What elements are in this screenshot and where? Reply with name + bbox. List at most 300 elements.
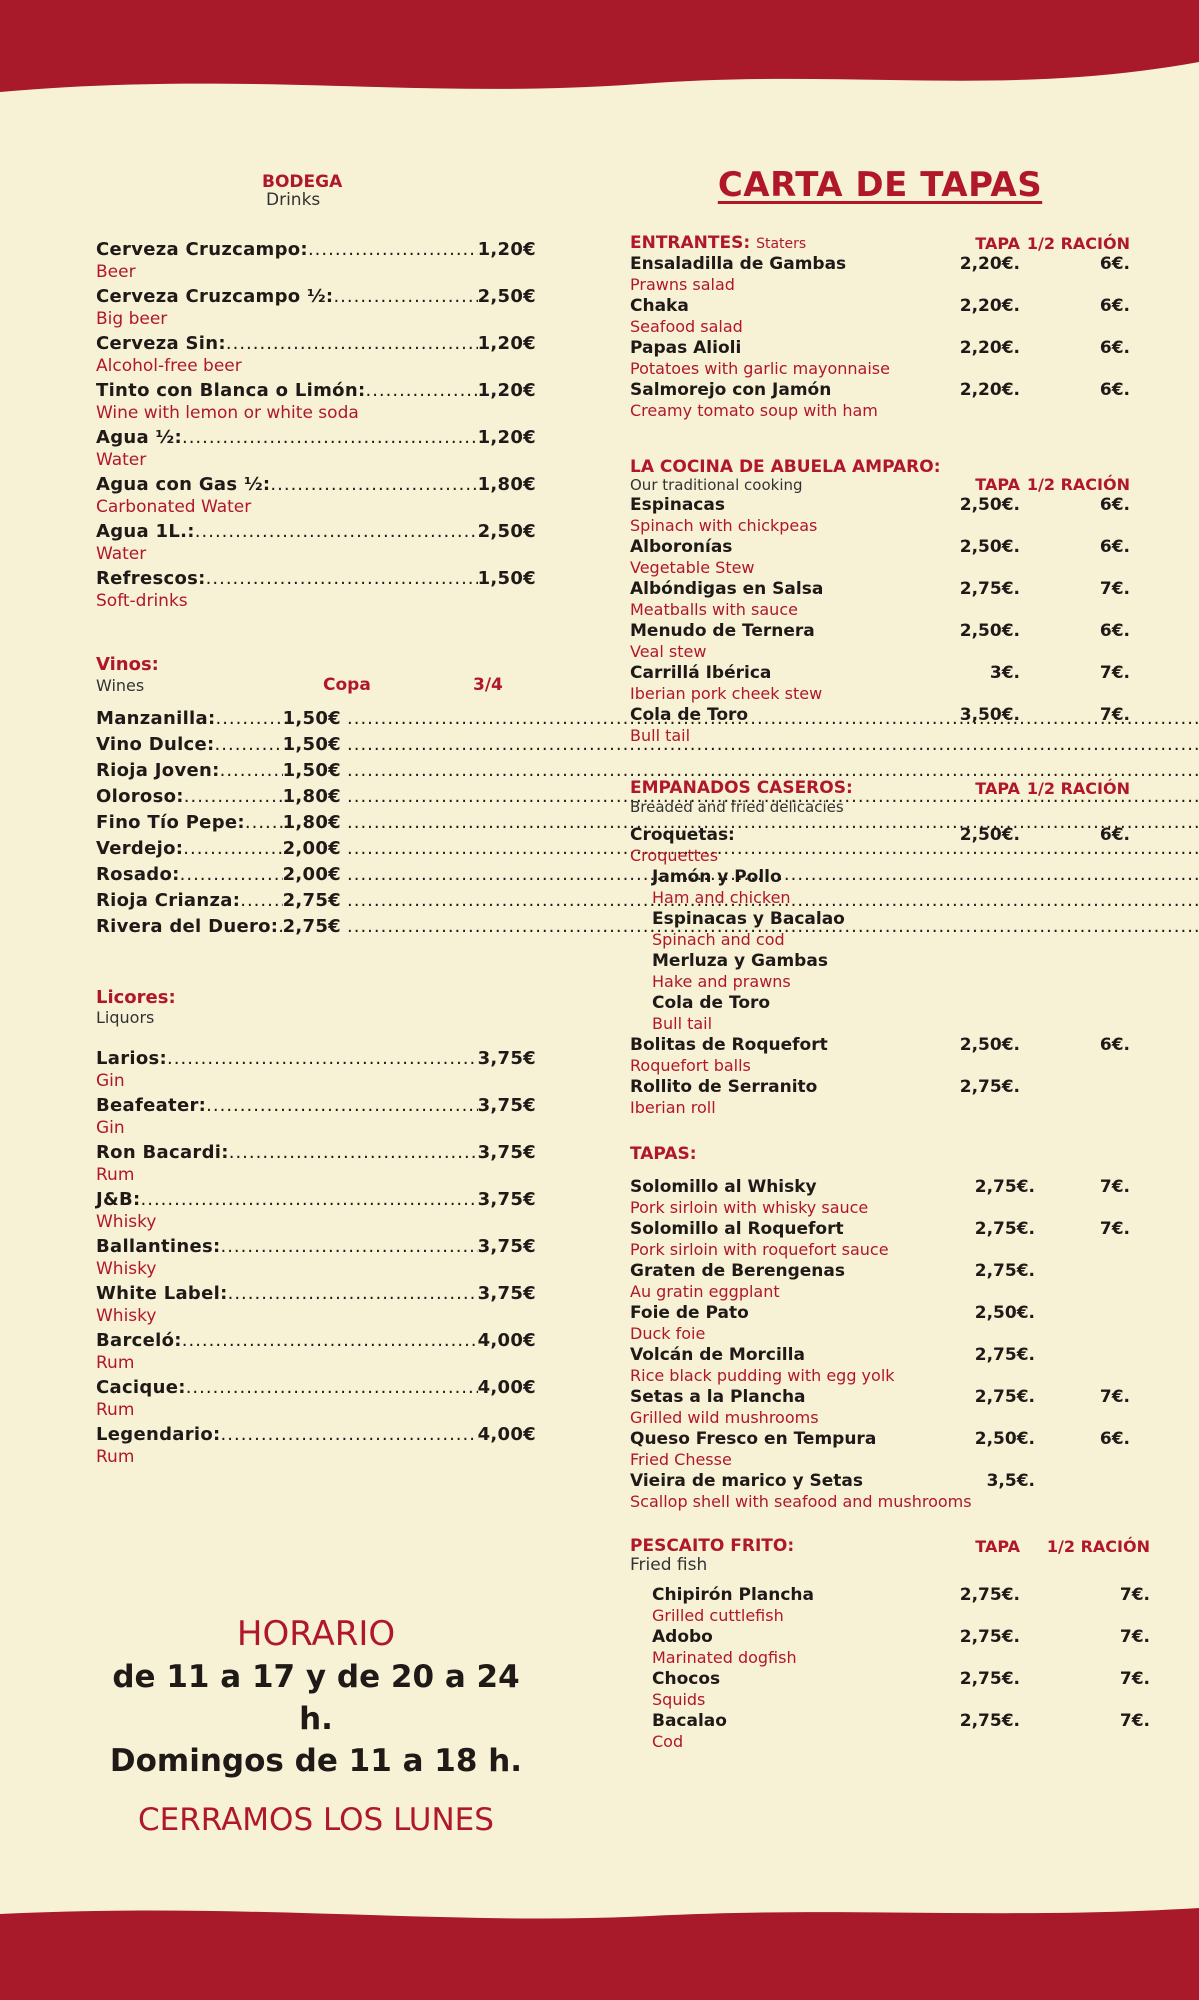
tapa-name: Chaka	[630, 296, 689, 316]
menu-item	[96, 1141, 536, 1165]
tapa-row	[630, 1470, 1150, 1492]
empanados-col-tapa: TAPA	[975, 779, 1020, 798]
tapa-translation: Spinach with chickpeas	[630, 516, 818, 535]
tapa-name: Queso Fresco en Tempura	[630, 1429, 877, 1449]
tapa-name: Solomillo al Roquefort	[630, 1219, 844, 1239]
tapa-translation: Roquefort balls	[630, 1056, 751, 1075]
racion-price: 6€.	[1099, 296, 1130, 316]
tapa-name: Cola de Toro	[630, 705, 749, 725]
item-price: 2,50€	[477, 521, 536, 542]
tapa-translation: Vegetable Stew	[630, 558, 755, 577]
item-translation: Whisky	[96, 1306, 157, 1326]
tapa-translation: Veal stew	[630, 642, 707, 661]
tapa-price: 2,75€.	[959, 1585, 1020, 1605]
menu-item	[96, 1235, 536, 1259]
entrantes-list	[630, 253, 1150, 421]
dot-leader	[333, 285, 477, 309]
item-price: 4,00€	[477, 1330, 536, 1351]
menu-item	[96, 1094, 536, 1118]
tapa-translation: Au gratin eggplant	[630, 1282, 780, 1301]
racion-price: 6€.	[1099, 1035, 1130, 1055]
wine-copa-price: 1,50€	[282, 760, 341, 781]
racion-price	[1020, 1076, 1130, 1098]
entrantes-header	[630, 233, 1150, 253]
pescaito-header	[630, 1536, 1150, 1556]
item-translation: Beer	[96, 262, 136, 282]
wine-left	[96, 915, 341, 941]
dot-leader	[182, 426, 478, 450]
tapa-row	[630, 1176, 1150, 1198]
tapa-row	[630, 494, 1150, 516]
tapa-row	[652, 1626, 1150, 1648]
wine-row	[96, 837, 536, 863]
pescaito-col-racion: 1/2 RACIÓN	[1046, 1537, 1150, 1556]
tapa-price: 2,20€.	[959, 380, 1020, 400]
racion-price	[1035, 1470, 1130, 1492]
empanados-subtitle: Breaded and fried delicacies	[630, 798, 844, 816]
tapa-translation: Duck foie	[630, 1324, 706, 1343]
wine-name: Fino Tío Pepe:	[96, 812, 245, 833]
tapa-translation: Meatballs with sauce	[630, 600, 798, 619]
item-price: 1,20€	[477, 380, 536, 401]
menu-item	[96, 1423, 536, 1447]
dot-leader	[184, 785, 283, 811]
tapa-translation: Pork sirloin with whisky sauce	[630, 1198, 869, 1217]
item-name: Refrescos:	[96, 568, 206, 589]
tapa-translation: Prawns salad	[630, 275, 735, 294]
item-price: 3,75€	[477, 1189, 536, 1210]
tapa-translation: Grilled cuttlefish	[652, 1606, 784, 1625]
tapa-translation: Grilled wild mushrooms	[630, 1408, 819, 1427]
tapa-translation: Creamy tomato soup with ham	[630, 401, 878, 420]
item-translation: Rum	[96, 1400, 135, 1420]
wine-name: Rioja Crianza:	[96, 890, 241, 911]
tapa-translation: Squids	[652, 1690, 706, 1709]
licores-title: Licores:	[96, 987, 176, 1008]
wine-row	[96, 889, 536, 915]
wine-row	[96, 733, 536, 759]
pescaito-col-tapa: TAPA	[975, 1537, 1020, 1556]
wine-copa-price: 1,50€	[282, 734, 341, 755]
tapa-price: 3€.	[989, 663, 1020, 683]
menu-item	[96, 567, 536, 591]
tapa-translation: Iberian pork cheek stew	[630, 684, 823, 703]
tapa-name: Carrillá Ibérica	[630, 663, 772, 683]
item-translation: Big beer	[96, 309, 168, 329]
racion-price: 7€.	[1099, 579, 1130, 599]
cocina-col-racion: 1/2 RACIÓN	[1026, 475, 1130, 494]
vinos-col-bottle: 3/4	[473, 675, 503, 695]
tapa-row	[630, 295, 1150, 317]
item-translation: Gin	[96, 1118, 125, 1138]
dot-leader	[182, 1329, 478, 1353]
racion-price: 6€.	[1099, 380, 1130, 400]
tapa-name: Bolitas de Roquefort	[630, 1035, 828, 1055]
tapa-translation: Pork sirloin with roquefort sauce	[630, 1240, 889, 1259]
tapa-price: 2,75€.	[959, 1077, 1020, 1097]
croqueta-type: Jamón y Pollo	[652, 867, 782, 887]
tapa-row	[630, 1302, 1150, 1324]
item-price: 3,75€	[477, 1283, 536, 1304]
croqueta-type-translation: Ham and chicken	[652, 888, 791, 907]
tapa-row	[630, 578, 1150, 600]
cocina-col-tapa: TAPA	[975, 475, 1020, 494]
racion-price: 7€.	[1099, 1387, 1130, 1407]
croqueta-type-translation: Hake and prawns	[652, 972, 791, 991]
licores-list	[96, 1047, 536, 1468]
wine-copa-price: 1,50€	[282, 708, 341, 729]
item-name: White Label:	[96, 1283, 228, 1304]
dot-leader	[221, 1423, 478, 1447]
tapa-name: Albóndigas en Salsa	[630, 579, 824, 599]
vinos-col-copa: Copa	[323, 675, 371, 695]
cocina-title: LA COCINA DE ABUELA AMPARO:	[630, 457, 941, 477]
tapa-price: 2,50€.	[974, 1303, 1035, 1323]
item-price: 1,20€	[477, 427, 536, 448]
bottom-banner	[0, 1900, 1199, 2000]
item-name: Barceló:	[96, 1330, 182, 1351]
item-name: Tinto con Blanca o Limón:	[96, 380, 366, 401]
tapa-name: Vieira de marico y Setas	[630, 1471, 863, 1491]
tapa-row	[630, 1034, 1150, 1056]
entrantes-col-racion: 1/2 RACIÓN	[1026, 234, 1130, 253]
tapa-price: 3,50€.	[959, 705, 1020, 725]
tapa-row	[630, 620, 1150, 642]
dot-leader	[183, 837, 282, 863]
item-translation: Water	[96, 544, 147, 564]
wine-name: Verdejo:	[96, 838, 184, 859]
tapa-price: 2,50€.	[959, 537, 1020, 557]
wine-row	[96, 915, 536, 941]
entrantes-title: ENTRANTES: Staters	[630, 233, 807, 253]
wine-left	[96, 785, 341, 811]
wine-row	[96, 707, 536, 733]
item-translation: Gin	[96, 1071, 125, 1091]
wine-left	[96, 837, 341, 863]
tapa-row	[630, 704, 1150, 726]
item-price: 1,20€	[477, 333, 536, 354]
racion-price: 7€.	[1099, 663, 1130, 683]
racion-price: 7€.	[1099, 1177, 1130, 1197]
empanados-header	[630, 778, 1150, 798]
tapa-price: 2,75€.	[959, 1669, 1020, 1689]
menu-item	[96, 473, 536, 497]
tapa-row	[630, 1076, 1150, 1098]
wine-name: Oloroso:	[96, 786, 184, 807]
tapa-row	[630, 1386, 1150, 1408]
tapa-price: 2,50€.	[959, 495, 1020, 515]
item-price: 3,75€	[477, 1048, 536, 1069]
top-wave-decoration	[0, 0, 1199, 110]
item-name: Cerveza Cruzcampo:	[96, 239, 308, 260]
racion-price: 6€.	[1099, 1429, 1130, 1449]
tapa-name: Chipirón Plancha	[652, 1585, 814, 1605]
dot-leader	[220, 1235, 477, 1259]
tapa-row	[630, 536, 1150, 558]
wine-copa-price: 1,80€	[282, 812, 341, 833]
wine-copa-price: 2,00€	[282, 864, 341, 885]
dot-leader	[141, 1188, 478, 1212]
item-price: 3,75€	[477, 1142, 536, 1163]
tapa-row	[630, 662, 1150, 684]
menu-item	[96, 1376, 536, 1400]
bodega-list	[96, 238, 536, 612]
wine-copa-price: 2,75€	[282, 916, 341, 937]
wine-left	[96, 863, 341, 889]
croqueta-type: Cola de Toro	[652, 993, 771, 1013]
item-name: Ballantines:	[96, 1236, 221, 1257]
cocina-title-row	[630, 457, 1150, 477]
closed-notice: CERRAMOS LOS LUNES	[138, 1802, 494, 1838]
wine-left	[96, 889, 341, 915]
pescaito-title: PESCAITO FRITO:	[630, 1536, 795, 1556]
tapa-name: Volcán de Morcilla	[630, 1345, 805, 1365]
wine-name: Rioja Joven:	[96, 760, 220, 781]
croqueta-type-translation: Spinach and cod	[652, 930, 785, 949]
item-translation: Whisky	[96, 1212, 157, 1232]
top-banner	[0, 0, 1199, 110]
tapa-price: 2,50€.	[959, 1035, 1020, 1055]
tapa-name: Salmorejo con Jamón	[630, 380, 832, 400]
racion-price: 7€.	[1119, 1585, 1150, 1605]
tapa-name: Adobo	[652, 1627, 713, 1647]
tapa-row	[630, 1260, 1150, 1282]
croqueta-type: Merluza y Gambas	[652, 951, 828, 971]
carta-title: CARTA DE TAPAS	[717, 165, 1043, 205]
tapa-price: 2,20€.	[959, 338, 1020, 358]
croquetas-row	[630, 824, 1150, 846]
entrantes-title-en: Staters	[756, 236, 807, 252]
racion-price: 7€.	[1099, 1219, 1130, 1239]
tapa-price: 2,50€.	[974, 1429, 1035, 1449]
dot-leader	[186, 1376, 478, 1400]
cocina-header	[630, 475, 1150, 494]
dot-leader	[245, 811, 283, 837]
menu-item	[96, 1282, 536, 1306]
tapa-translation: Marinated dogfish	[652, 1648, 797, 1667]
wine-left	[96, 759, 341, 785]
opening-hours	[96, 1612, 536, 1840]
item-name: Legendario:	[96, 1424, 221, 1445]
wine-name: Vino Dulce:	[96, 734, 215, 755]
tapas-column	[630, 165, 1150, 1752]
entrantes-col-tapa: TAPA	[975, 234, 1020, 253]
tapa-price: 2,75€.	[974, 1387, 1035, 1407]
wine-copa-price: 2,00€	[282, 838, 341, 859]
item-name: Larios:	[96, 1048, 168, 1069]
dot-leader	[215, 733, 283, 759]
item-translation: Soft-drinks	[96, 591, 188, 611]
croquetas-types	[630, 866, 1150, 1034]
cocina-list	[630, 494, 1150, 746]
vinos-title: Vinos:	[96, 654, 159, 675]
racion-price: 7€.	[1119, 1669, 1150, 1689]
item-price: 3,75€	[477, 1095, 536, 1116]
horario-line-2: Domingos de 11 a 18 h.	[109, 1743, 523, 1779]
item-name: Agua ½:	[96, 427, 182, 448]
bodega-title: BODEGA	[262, 172, 343, 192]
racion-price: 7€.	[1099, 705, 1130, 725]
racion-price: 6€.	[1099, 621, 1130, 641]
dot-leader	[206, 1094, 477, 1118]
wine-row	[96, 863, 536, 889]
racion-price: 7€.	[1119, 1711, 1150, 1731]
tapa-translation: Bull tail	[630, 726, 691, 745]
dot-leader	[308, 238, 478, 262]
dot-leader	[270, 473, 477, 497]
tapa-price: 2,75€.	[974, 1261, 1035, 1281]
croquetas-name: Croquetas:	[630, 825, 735, 845]
tapa-price: 2,75€.	[974, 1219, 1035, 1239]
item-translation: Alcohol-free beer	[96, 356, 242, 376]
tapa-price: 2,75€.	[974, 1345, 1035, 1365]
tapa-translation: Fried Chesse	[630, 1450, 732, 1469]
item-name: Cerveza Cruzcampo ½:	[96, 286, 334, 307]
wine-row	[96, 785, 536, 811]
wine-left	[96, 811, 341, 837]
tapa-price: 2,75€.	[959, 579, 1020, 599]
racion-price	[1035, 1260, 1130, 1282]
item-price: 4,00€	[477, 1377, 536, 1398]
tapa-price: 2,75€.	[959, 1627, 1020, 1647]
menu-item	[96, 1188, 536, 1212]
tapa-name: Alboronías	[630, 537, 733, 557]
wine-name: Manzanilla:	[96, 708, 216, 729]
tapa-name: Ensaladilla de Gambas	[630, 254, 847, 274]
item-name: Agua con Gas ½:	[96, 474, 271, 495]
tapa-row	[630, 1428, 1150, 1450]
wine-copa-price: 1,80€	[282, 786, 341, 807]
item-price: 1,80€	[477, 474, 536, 495]
tapa-row	[630, 253, 1150, 275]
item-price: 1,50€	[477, 568, 536, 589]
tapa-translation: Cod	[652, 1732, 684, 1751]
tapa-name: Papas Alioli	[630, 338, 742, 358]
tapa-translation: Potatoes with garlic mayonnaise	[630, 359, 890, 378]
croquetas-en: Croquettes	[630, 846, 719, 865]
tapa-row	[652, 1668, 1150, 1690]
racion-price: 6€.	[1099, 495, 1130, 515]
racion-price	[1035, 1302, 1130, 1324]
tapa-name: Setas a la Plancha	[630, 1387, 806, 1407]
item-name: Agua 1L.:	[96, 521, 195, 542]
wine-left	[96, 733, 341, 759]
tapa-row	[652, 1710, 1150, 1732]
horario-title: HORARIO	[236, 1614, 396, 1654]
dot-leader	[240, 889, 282, 915]
tapa-name: Chocos	[652, 1669, 721, 1689]
tapas-list	[630, 1176, 1150, 1512]
croqueta-type: Espinacas y Bacalao	[652, 909, 845, 929]
racion-price: 7€.	[1119, 1627, 1150, 1647]
tapa-price: 2,20€.	[959, 254, 1020, 274]
dot-leader	[365, 379, 477, 403]
vinos-subtitle: Wines	[96, 676, 145, 695]
tapa-translation: Scallop shell with seafood and mushrooms	[630, 1492, 972, 1511]
bodega-subtitle: Drinks	[266, 190, 321, 210]
dot-leader	[195, 520, 478, 544]
wine-copa-price: 2,75€	[282, 890, 341, 911]
empanados-title: EMPANADOS CASEROS:	[630, 778, 853, 798]
wine-left	[96, 707, 341, 733]
item-translation: Rum	[96, 1353, 135, 1373]
tapa-name: Rollito de Serranito	[630, 1077, 818, 1097]
menu-item	[96, 332, 536, 356]
wine-name: Rosado:	[96, 864, 180, 885]
tapa-row	[630, 1218, 1150, 1240]
item-translation: Rum	[96, 1165, 135, 1185]
item-price: 3,75€	[477, 1236, 536, 1257]
tapa-price: 2,75€.	[959, 1711, 1020, 1731]
tapa-name: Foie de Pato	[630, 1303, 749, 1323]
dot-leader	[206, 567, 478, 591]
cocina-subtitle: Our traditional cooking	[630, 476, 803, 494]
menu-item	[96, 1329, 536, 1353]
tapa-name: Bacalao	[652, 1711, 727, 1731]
item-translation: Carbonated Water	[96, 497, 252, 517]
tapas-title: TAPAS:	[630, 1144, 697, 1164]
item-name: Cacique:	[96, 1377, 186, 1398]
horario-line-1: de 11 a 17 y de 20 a 24 h.	[112, 1659, 520, 1737]
tapa-price: 3,5€.	[986, 1471, 1035, 1491]
tapa-name: Graten de Berengenas	[630, 1261, 845, 1281]
menu-item	[96, 520, 536, 544]
croquetas-racion: 6€.	[1099, 825, 1130, 845]
drinks-column	[96, 172, 536, 1470]
item-translation: Rum	[96, 1447, 135, 1467]
item-price: 1,20€	[477, 239, 536, 260]
tapa-name: Espinacas	[630, 495, 725, 515]
tapa-translation: Seafood salad	[630, 317, 743, 336]
tapa-row	[630, 337, 1150, 359]
dot-leader	[226, 332, 478, 356]
item-name: Cerveza Sin:	[96, 333, 226, 354]
tapa-row	[630, 1344, 1150, 1366]
item-name: Beafeater:	[96, 1095, 207, 1116]
item-translation: Wine with lemon or white soda	[96, 403, 359, 423]
dot-leader	[215, 707, 282, 733]
pescaito-list	[630, 1584, 1150, 1752]
racion-price: 6€.	[1099, 537, 1130, 557]
croquetas-tapa: 2,50€.	[959, 825, 1020, 845]
menu-item	[96, 1047, 536, 1071]
racion-price: 6€.	[1099, 338, 1130, 358]
croqueta-type-translation: Bull tail	[652, 1014, 713, 1033]
dot-leader	[220, 759, 283, 785]
tapa-translation: Iberian roll	[630, 1098, 716, 1117]
racion-price: 6€.	[1099, 254, 1130, 274]
dot-leader	[167, 1047, 478, 1071]
menu-item	[96, 238, 536, 262]
item-name: J&B:	[96, 1189, 141, 1210]
tapa-price: 2,20€.	[959, 296, 1020, 316]
menu-item	[96, 285, 536, 309]
item-translation: Water	[96, 450, 147, 470]
tapa-name: Menudo de Ternera	[630, 621, 815, 641]
item-price: 4,00€	[477, 1424, 536, 1445]
pescaito-subtitle: Fried fish	[630, 1555, 708, 1575]
empanados-list	[630, 1034, 1150, 1118]
tapa-price: 2,50€.	[959, 621, 1020, 641]
item-price: 2,50€	[477, 286, 536, 307]
licores-subtitle: Liquors	[96, 1008, 155, 1027]
dot-leader	[228, 1282, 478, 1306]
item-translation: Whisky	[96, 1259, 157, 1279]
vinos-header	[96, 675, 536, 695]
empanados-col-racion: 1/2 RACIÓN	[1026, 779, 1130, 798]
dot-leader	[229, 1141, 478, 1165]
menu-item	[96, 426, 536, 450]
